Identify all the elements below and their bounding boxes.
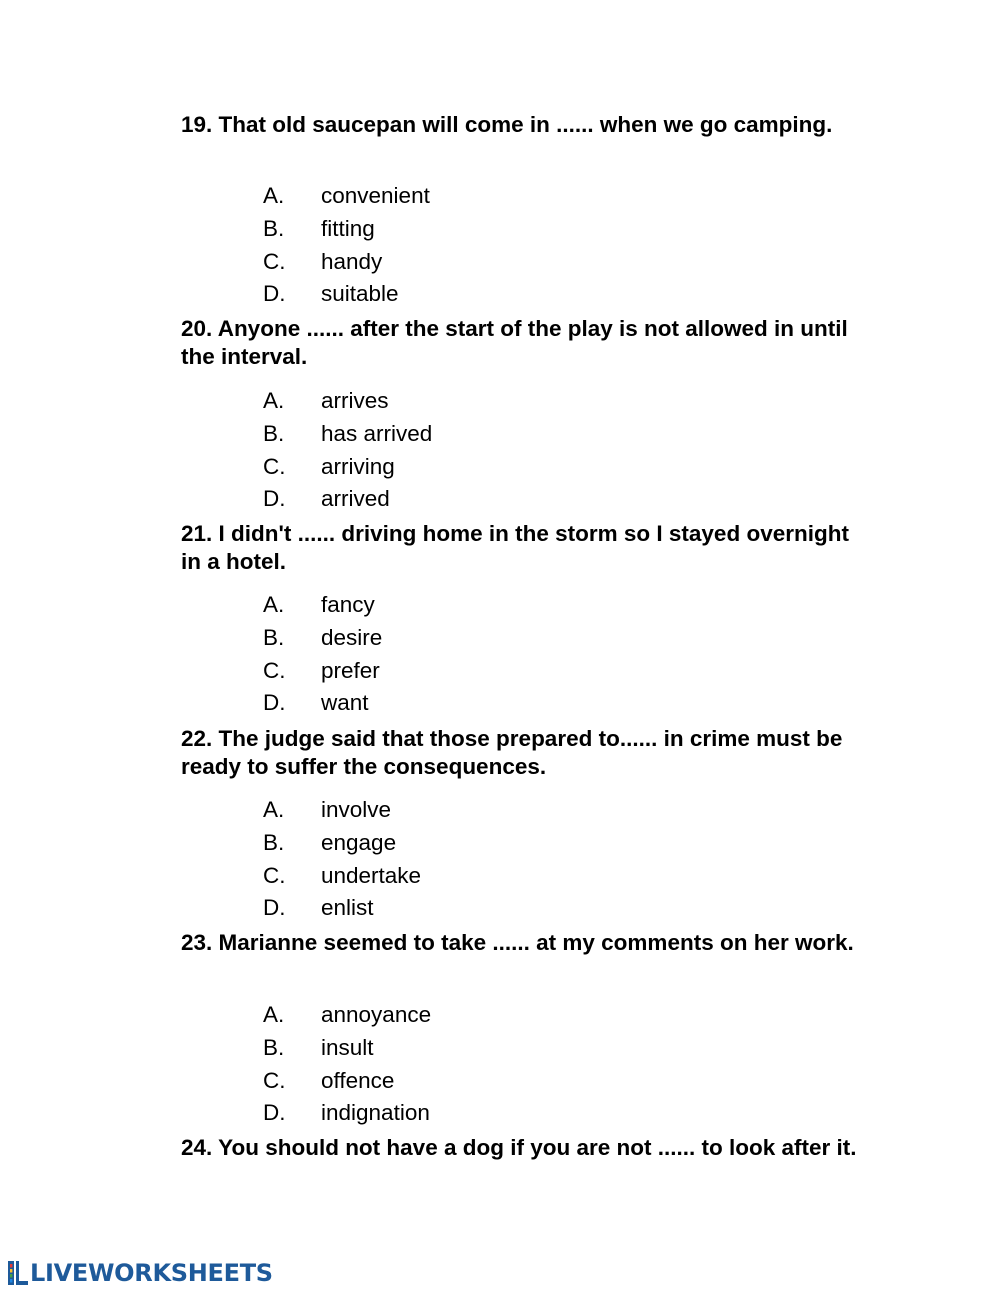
- answer-option[interactable]: [263, 182, 430, 215]
- answer-option[interactable]: [263, 420, 432, 453]
- option-text: want: [321, 690, 369, 716]
- question-24-prompt: 24. You should not have a dog if you are not ...... to look after it.: [181, 1135, 857, 1160]
- option-letter: C.: [263, 248, 286, 274]
- question-21-prompt: 21. I didn't ...... driving home in the storm so I stayed overnight in a hotel.: [181, 521, 849, 574]
- option-letter: B.: [263, 1034, 285, 1060]
- answer-option[interactable]: [263, 862, 421, 895]
- answer-option[interactable]: [263, 796, 421, 829]
- option-text: convenient: [321, 183, 430, 208]
- answer-option[interactable]: [263, 215, 430, 248]
- question-21-options: [263, 591, 382, 722]
- answer-option[interactable]: [263, 387, 432, 420]
- option-letter: B.: [263, 420, 285, 446]
- option-text: arriving: [321, 453, 395, 479]
- answer-option[interactable]: [263, 248, 430, 281]
- option-letter: B.: [263, 215, 285, 241]
- question-22-prompt: 22. The judge said that those prepared to...... in crime must be ready to suffer the consequences.: [181, 726, 843, 779]
- answer-option[interactable]: [263, 657, 382, 690]
- brand-name: LIVEWORKSHEETS: [30, 1259, 273, 1287]
- option-letter: A.: [263, 797, 285, 822]
- option-letter: C.: [263, 862, 286, 888]
- answer-option[interactable]: [263, 453, 432, 486]
- option-text: has arrived: [321, 420, 433, 446]
- answer-option[interactable]: [263, 689, 382, 722]
- option-letter: D.: [263, 486, 286, 512]
- option-letter: A.: [263, 388, 285, 413]
- option-letter: A.: [263, 1002, 285, 1027]
- option-letter: D.: [263, 690, 286, 716]
- answer-option[interactable]: [263, 591, 382, 624]
- option-text: enlist: [321, 895, 374, 921]
- option-text: engage: [321, 829, 397, 855]
- option-text: indignation: [321, 1100, 430, 1126]
- option-text: arrives: [321, 388, 389, 413]
- question-23-options: [263, 1001, 431, 1132]
- option-text: suitable: [321, 281, 399, 307]
- option-letter: D.: [263, 895, 286, 921]
- option-text: desire: [321, 624, 383, 650]
- option-letter: D.: [263, 1100, 286, 1126]
- answer-option[interactable]: [263, 624, 382, 657]
- option-text: undertake: [321, 862, 422, 888]
- option-text: insult: [321, 1034, 374, 1060]
- option-letter: A.: [263, 592, 285, 617]
- answer-option[interactable]: [263, 280, 430, 313]
- option-text: involve: [321, 797, 392, 822]
- option-letter: C.: [263, 453, 286, 479]
- answer-option[interactable]: [263, 485, 432, 518]
- option-letter: B.: [263, 624, 285, 650]
- option-letter: A.: [263, 183, 285, 208]
- option-letter: C.: [263, 657, 286, 683]
- liveworksheets-logo: [8, 1258, 273, 1288]
- option-text: annoyance: [321, 1002, 432, 1027]
- question-19-options: [263, 182, 430, 313]
- option-letter: C.: [263, 1067, 286, 1093]
- question-19-prompt: 19. That old saucepan will come in ...... when we go camping.: [181, 112, 833, 137]
- answer-option[interactable]: [263, 894, 421, 927]
- option-letter: B.: [263, 829, 285, 855]
- answer-option[interactable]: [263, 829, 421, 862]
- option-text: fitting: [321, 215, 375, 241]
- question-20-options: [263, 387, 432, 518]
- question-20-prompt: 20. Anyone ...... after the start of the play is not allowed in until the interval.: [181, 316, 848, 369]
- logo-icon: [8, 1261, 28, 1285]
- answer-option[interactable]: [263, 1034, 431, 1067]
- option-letter: D.: [263, 281, 286, 307]
- option-text: fancy: [321, 592, 375, 617]
- question-23-prompt: 23. Marianne seemed to take ...... at my comments on her work.: [181, 930, 854, 955]
- option-text: arrived: [321, 486, 390, 512]
- answer-option[interactable]: [263, 1067, 431, 1100]
- answer-option[interactable]: [263, 1099, 431, 1132]
- option-text: prefer: [321, 657, 380, 683]
- option-text: offence: [321, 1067, 395, 1093]
- question-22-options: [263, 796, 421, 927]
- option-text: handy: [321, 248, 383, 274]
- answer-option[interactable]: [263, 1001, 431, 1034]
